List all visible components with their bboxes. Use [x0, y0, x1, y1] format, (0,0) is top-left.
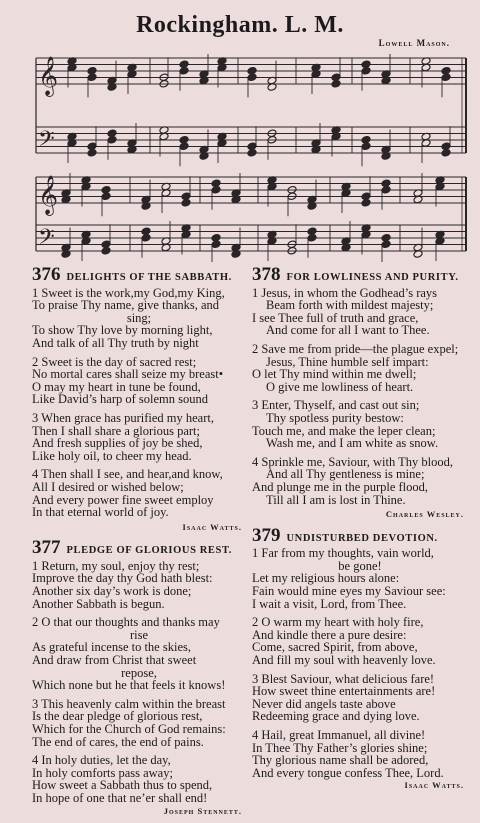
note-head — [87, 73, 97, 82]
hymn-number: 377 — [32, 537, 61, 559]
verse-line: Jesus, Thine humble self impart: — [266, 354, 429, 369]
hymn-378-verse-1 — [252, 287, 468, 337]
verse-line: In Thee Thy Father’s glories shine; — [252, 740, 428, 755]
verse-line: All I desired or wished below; — [32, 479, 184, 494]
hymn-377-heading — [32, 539, 246, 558]
hymn-379-author: Isaac Watts. — [404, 780, 464, 791]
note-head — [87, 148, 97, 157]
verse-line: 1 Return, my soul, enjoy thy rest; — [32, 558, 200, 573]
verse-line: How sweet a Sabbath thus to spend, — [32, 778, 213, 793]
verse-line: And draw from Christ that sweet — [32, 653, 197, 668]
verse-line: No mortal cares shall seize my breast• — [32, 367, 224, 382]
verse-line: Touch me, and make the leper clean; — [252, 423, 436, 438]
bass-clef: 𝄢 — [38, 225, 55, 255]
hymn-378-verse-4 — [252, 456, 468, 506]
hymn-378-verse-3 — [252, 399, 468, 449]
verse-line: And every tongue confess Thee, Lord. — [252, 765, 444, 780]
verse-line: How sweet thine entertainments are! — [252, 684, 436, 699]
verse-line: Which none but he that feels it knows! — [32, 678, 226, 693]
verse-line: 1 Far from my thoughts, vain world, — [252, 546, 434, 561]
verse-line: I see Thee full of truth and grace, — [252, 310, 419, 325]
hymn-title: DELIGHTS OF THE SABBATH. — [66, 272, 232, 283]
verse-line: 2 O warm my heart with holy fire, — [252, 615, 424, 630]
note-head — [381, 240, 391, 249]
hymn-376-verse-2 — [32, 356, 246, 406]
verse-line: Never did angels taste above — [252, 696, 396, 711]
note-head — [101, 192, 111, 201]
note-head — [361, 142, 371, 151]
verse-line: And all Thy gentleness is mine; — [266, 467, 425, 482]
music-score — [0, 0, 480, 262]
right-column — [252, 266, 468, 798]
hymn-378-heading — [252, 266, 468, 285]
verse-line: In hope of one that ne’er shall end! — [32, 790, 208, 805]
hymn-title: FOR LOWLINESS AND PURITY. — [286, 272, 459, 283]
hymn-377-verse-3 — [32, 698, 246, 748]
hymn-title: UNDISTURBED DEVOTION. — [286, 532, 438, 544]
hymn-377-author: Joseph Stennett. — [163, 805, 242, 816]
hymn-376-author: Isaac Watts. — [182, 521, 242, 532]
verse-line: 1 Jesus, in whom the Godhead’s rays — [252, 285, 438, 300]
hymn-number: 376 — [32, 264, 61, 285]
hymn-379-heading — [252, 524, 468, 546]
hymn-379-verse-2 — [252, 616, 468, 666]
tune-composer: Lowell Mason. — [378, 38, 450, 48]
verse-line: 3 This heavenly calm within the breast — [32, 696, 226, 711]
note-head — [211, 185, 221, 194]
verse-line: Thy glorious name shall be adored, — [252, 753, 429, 768]
verse-line: O let Thy mind within me dwell; — [252, 367, 417, 382]
note-head — [179, 66, 189, 75]
hymn-title: PLEDGE OF GLORIOUS REST. — [66, 545, 233, 557]
verse-line: 2 Save me from pride—the plague expel; — [252, 341, 459, 356]
verse-line: repose, — [121, 665, 157, 680]
verse-line: 3 When grace has purified my heart, — [32, 410, 214, 425]
verse-line: And kindle there a pure desire: — [252, 627, 407, 642]
verse-line: Another six day’s work is done; — [32, 584, 192, 599]
hymn-376-verse-3 — [32, 412, 246, 462]
verse-line: And come for all I want to Thee. — [266, 323, 430, 338]
hymn-376-verse-1 — [32, 287, 246, 350]
verse-line: In holy comforts pass away; — [32, 765, 173, 780]
verse-line: And fill my soul with heavenly love. — [252, 653, 436, 668]
hymn-376-heading — [32, 266, 246, 285]
hymn-379-verse-3 — [252, 673, 468, 723]
verse-line: Redeeming grace and dying love. — [252, 709, 420, 724]
verse-line: sing; — [126, 310, 152, 325]
verse-line: In that eternal world of joy. — [32, 505, 169, 520]
verse-line: 4 Sprinkle me, Saviour, with Thy blood, — [252, 454, 453, 469]
treble-clef: 𝄞 — [38, 56, 59, 96]
verse-line: 3 Blest Saviour, what delicious fare! — [252, 671, 435, 686]
hymn-number: 379 — [252, 524, 281, 546]
note-head — [101, 246, 111, 255]
note-head — [441, 148, 451, 157]
verse-line: 4 In holy duties, let the day, — [32, 753, 171, 768]
note-head — [181, 198, 191, 207]
hymn-number: 378 — [252, 264, 281, 285]
verse-line: Improve the day thy God hath blest: — [32, 571, 213, 586]
hymn-377-verse-2 — [32, 616, 246, 692]
note-head — [361, 198, 371, 207]
hymn-378-author: Charles Wesley. — [385, 509, 464, 520]
verse-line: I wait a visit, Lord, from Thee. — [252, 596, 407, 611]
verse-line: 2 O that our thoughts and thanks may — [32, 615, 220, 630]
note-head — [381, 185, 391, 194]
note-head — [441, 73, 451, 82]
verse-line: 4 Hail, great Immanuel, all divine! — [252, 728, 426, 742]
verse-line: O may my heart in tune be found, — [32, 379, 201, 394]
verse-line: Then I shall share a glorious part; — [32, 423, 201, 438]
verse-line: Like holy oil, to cheer my head. — [32, 448, 192, 463]
verse-line: Another Sabbath is begun. — [32, 596, 165, 611]
verse-line: To show Thy love by morning light, — [32, 323, 213, 338]
verse-line: And plunge me in the purple flood, — [252, 479, 429, 494]
verse-line: Like David’s harp of solemn sound — [32, 392, 209, 407]
hymn-376-verse-4 — [32, 468, 246, 518]
bass-clef: 𝄢 — [38, 127, 55, 157]
verse-line: Fain would mine eyes my Saviour see: — [252, 584, 446, 599]
note-head — [141, 233, 151, 242]
verse-line: Beam forth with mildest majesty; — [266, 298, 434, 313]
hymn-378-verse-2 — [252, 343, 468, 393]
verse-line: And talk of all Thy truth by night — [32, 335, 199, 350]
note-head — [307, 233, 317, 242]
hymn-379-verse-4 — [252, 729, 468, 779]
verse-line: rise — [129, 627, 149, 642]
verse-line: And every power fine sweet employ — [32, 492, 214, 507]
verse-line: As grateful incense to the skies, — [32, 640, 191, 655]
verse-line: 3 Enter, Thyself, and cast out sin; — [252, 398, 420, 413]
verse-line: To praise Thy name, give thanks, and — [32, 298, 220, 313]
verse-line: Which for the Church of God remains: — [32, 722, 226, 736]
verse-line: Thy spotless purity bestow: — [266, 410, 404, 425]
verse-line: O give me lowliness of heart. — [266, 379, 414, 394]
note-head — [107, 135, 117, 144]
verse-line: Till all I am is lost in Thine. — [266, 492, 406, 507]
note-head — [247, 73, 257, 82]
verse-line: 2 Sweet is the day of sacred rest; — [32, 354, 197, 369]
verse-line: And fresh supplies of joy be shed, — [32, 436, 203, 451]
verse-line: Let my religious hours alone: — [252, 571, 400, 586]
verse-line: Come, sacred Spirit, from above, — [252, 640, 418, 655]
tune-title: Rockingham. L. M. — [136, 12, 344, 38]
note-head — [179, 142, 189, 151]
left-column — [32, 266, 246, 823]
note-head — [247, 148, 257, 157]
verse-line: Is the dear pledge of glorious rest, — [32, 709, 203, 724]
note-head — [361, 66, 371, 75]
verse-line: The end of cares, the end of pains. — [32, 734, 204, 749]
verse-line: 1 Sweet is the work,my God,my King, — [32, 285, 225, 300]
treble-clef: 𝄞 — [38, 175, 59, 215]
note-head — [211, 240, 221, 249]
hymn-379-verse-1 — [252, 547, 468, 610]
verse-line: Wash me, and I am white as snow. — [266, 436, 439, 451]
hymn-377-verse-1 — [32, 560, 246, 610]
verse-line: 4 Then shall I see, and hear,and know, — [32, 467, 223, 482]
note-head — [331, 79, 341, 88]
verse-line: be gone! — [338, 558, 382, 573]
hymn-377-verse-4 — [32, 754, 246, 804]
